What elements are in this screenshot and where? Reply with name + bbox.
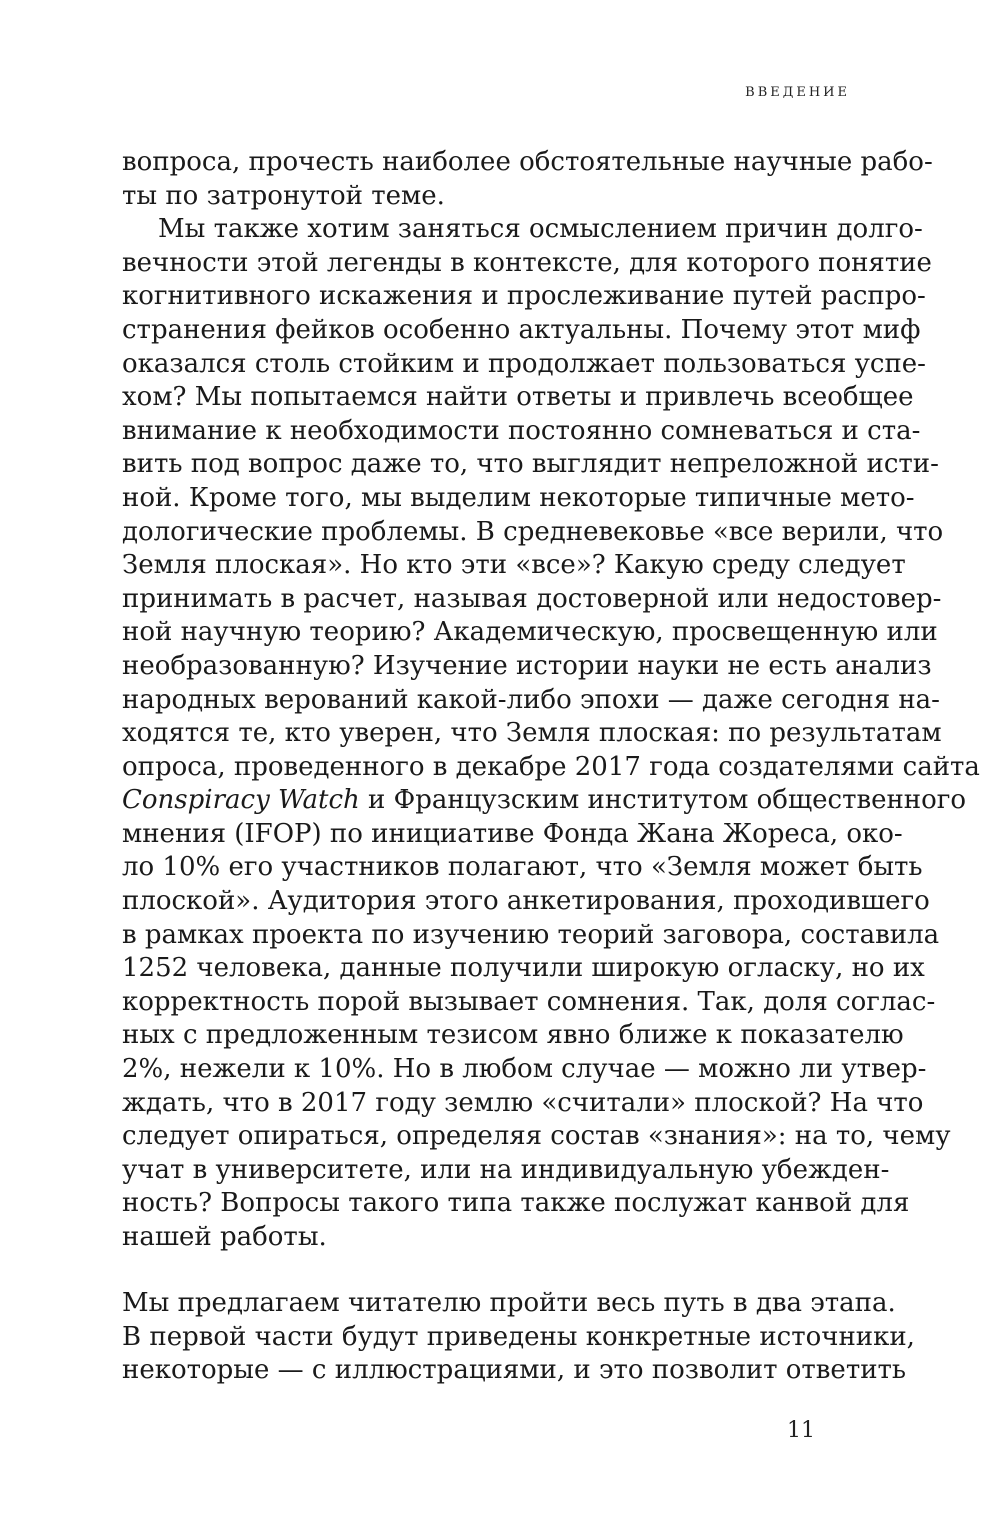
text-line: ло 10% его участников полагают, что «Земля может быть	[122, 852, 923, 883]
text-line: когнитивного искажения и прослеживание путей распро-	[122, 281, 926, 312]
text-line: дологические проблемы. В средневековье «все верили, что	[122, 516, 944, 547]
text-line: плоской». Аудитория этого анкетирования, проходившего	[122, 886, 930, 917]
text-line: необразованную? Изучение истории науки не есть анализ	[122, 650, 932, 681]
site-name-italic: Conspiracy Watch	[122, 785, 360, 816]
text-line: вечности этой легенды в контексте, для которого понятие	[122, 247, 932, 278]
text-line: ность? Вопросы такого типа также послужат канвой для	[122, 1188, 910, 1219]
text-line: нашей работы.	[122, 1222, 327, 1252]
text-line: опроса, проведенного в декабре 2017 года создателями сайта	[122, 751, 980, 782]
text-line: принимать в расчет, называя достоверной или недостовер-	[122, 583, 942, 614]
text-line: Мы также хотим заняться осмыслением причин долго-	[158, 214, 923, 245]
text-block-new-section	[122, 1287, 915, 1388]
text-line	[122, 784, 967, 818]
text-line-rest: и Французским институтом общественного	[359, 785, 967, 816]
text-line: корректность порой вызывает сомнения. Так, доля соглас-	[122, 986, 936, 1017]
text-line: Мы предлагаем читателю пройти весь путь в два этапа.	[122, 1288, 896, 1318]
text-line: учат в университете, или на индивидуальную убежден-	[122, 1154, 890, 1185]
text-line: некоторые — с иллюстрациями, и это позволит ответить	[122, 1355, 907, 1386]
text-line: ной. Кроме того, мы выделим некоторые типичные мето-	[122, 482, 915, 513]
text-line: следует опираться, определяя состав «знания»: на то, чему	[122, 1121, 951, 1152]
text-line: вить под вопрос даже то, что выглядит непреложной исти-	[122, 449, 939, 480]
text-line: странения фейков особенно актуальны. Почему этот миф	[122, 314, 921, 345]
text-line: оказался столь стойким и продолжает пользоваться успе-	[122, 348, 926, 379]
text-line: В первой части будут приведены конкретные источники,	[122, 1321, 915, 1352]
text-line: мнения (IFOP) по инициативе Фонда Жана Жореса, око-	[122, 818, 903, 849]
text-line: ты по затронутой теме.	[122, 180, 445, 211]
text-line: внимание к необходимости постоянно сомневаться и ста-	[122, 415, 921, 446]
text-line: хом? Мы попытаемся найти ответы и привлечь всеобщее	[122, 382, 914, 413]
text-line: ходятся те, кто уверен, что Земля плоская: по результатам	[122, 718, 942, 749]
text-line: ждать, что в 2017 году землю «считали» плоской? На что	[122, 1087, 924, 1118]
text-line: ной научную теорию? Академическую, просвещенную или	[122, 617, 938, 648]
text-line: в рамках проекта по изучению теорий заговора, составила	[122, 919, 940, 950]
text-line: народных верований какой-либо эпохи — даже сегодня на-	[122, 684, 940, 715]
text-line: ных с предложенным тезисом явно ближе к показателю	[122, 1020, 904, 1051]
page-number: 11	[787, 1418, 815, 1443]
text-line: 2%, нежели к 10%. Но в любом случае — можно ли утвер-	[122, 1054, 927, 1085]
running-head: ВВЕДЕНИЕ	[745, 85, 850, 100]
text-line: вопроса, прочесть наиболее обстоятельные научные рабо-	[122, 147, 933, 177]
text-block-continuation	[122, 146, 980, 1255]
text-line: 1252 человека, данные получили широкую огласку, но их	[122, 953, 925, 984]
text-line: Земля плоская». Но кто эти «все»? Какую среду следует	[122, 550, 906, 581]
